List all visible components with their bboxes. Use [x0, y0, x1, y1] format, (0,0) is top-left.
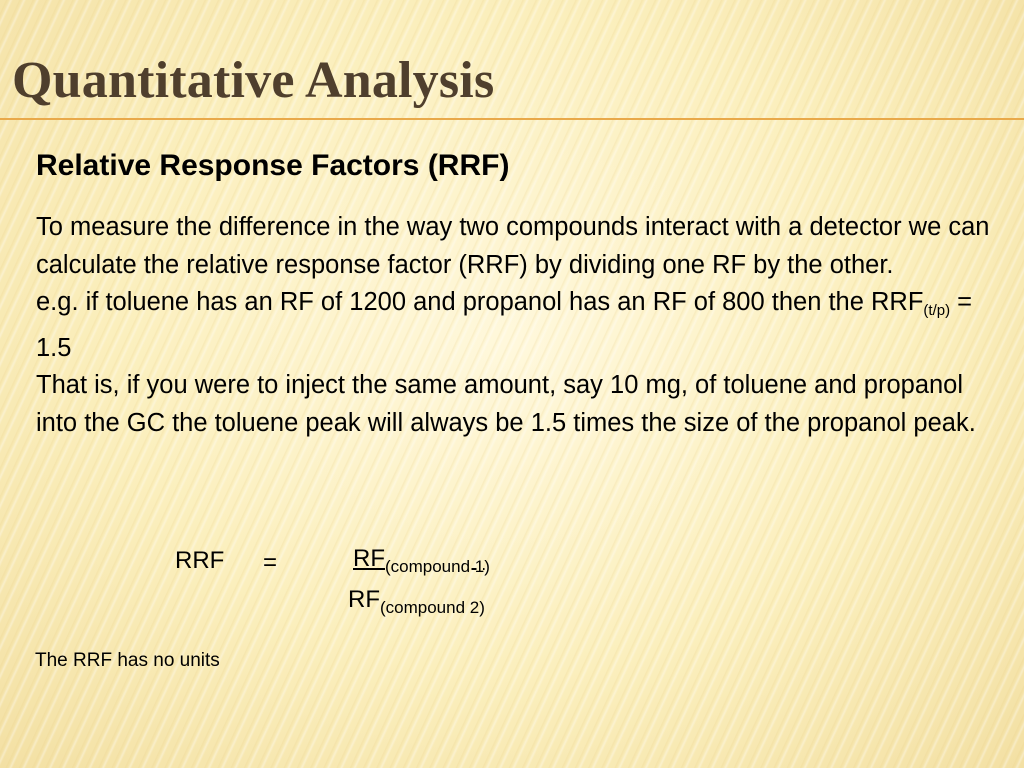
paragraph-explanation: That is, if you were to inject the same amount, say 10 mg, of toluene and propanol into the GC the toluene peak will always be 1.5 times the size of the propanol peak.	[36, 371, 976, 437]
formula-numerator	[353, 545, 490, 577]
numerator-main: RF	[353, 545, 385, 572]
paragraph-definition: To measure the difference in the way two compounds interact with a detector we can calculate the relative response factor (RRF) by dividing one RF by the other.	[36, 213, 990, 279]
numerator-subscript: (compound 1)	[385, 557, 490, 576]
body-text	[36, 209, 996, 442]
example-text: e.g. if toluene has an RF of 1200 and propanol has an RF of 800 then the RRF	[36, 288, 924, 316]
section-heading: Relative Response Factors (RRF)	[36, 149, 510, 182]
formula-denominator	[348, 586, 485, 618]
example-subscript: (t/p)	[923, 302, 951, 319]
slide-title: Quantitative Analysis	[12, 52, 495, 109]
title-divider	[0, 118, 1024, 120]
paragraph-example	[36, 284, 996, 367]
denominator-subscript: (compound 2)	[380, 598, 485, 617]
formula-lhs: RRF	[175, 547, 225, 574]
denominator-main: RF	[348, 586, 380, 613]
example-result: = 1.5	[36, 288, 973, 362]
formula-equals: =	[263, 549, 278, 576]
units-note: The RRF has no units	[35, 650, 220, 671]
